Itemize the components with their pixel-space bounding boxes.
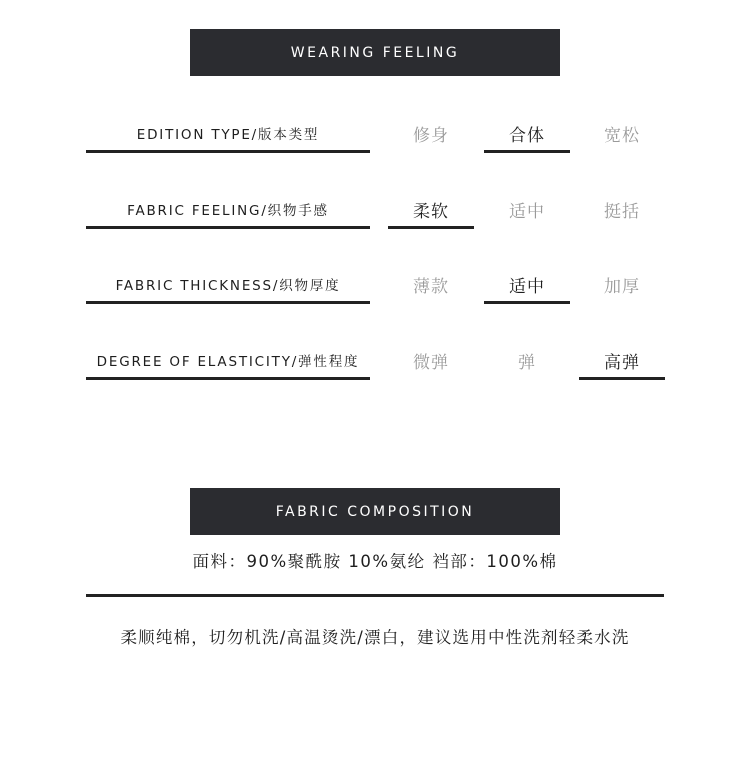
attribute-label: EDITION TYPE/版本类型: [136, 127, 320, 143]
attribute-option-selected: 适中: [509, 276, 545, 297]
attribute-option: 微弹: [413, 352, 449, 373]
selected-option-underline: [579, 377, 665, 380]
attribute-label-underline: [86, 150, 370, 153]
attribute-label-underline: [86, 226, 370, 229]
attribute-row-elasticity: [0, 346, 750, 396]
wearing-feeling-banner: [190, 29, 560, 76]
attribute-option: 修身: [413, 125, 449, 146]
wearing-feeling-title: WEARING FEELING: [290, 44, 460, 61]
section-divider: [86, 594, 664, 597]
selected-option-underline: [484, 150, 570, 153]
attribute-option-selected: 柔软: [413, 201, 449, 222]
attribute-label: FABRIC THICKNESS/织物厚度: [115, 278, 341, 294]
attribute-label-underline: [86, 301, 370, 304]
attribute-option-selected: 合体: [509, 125, 545, 146]
attribute-option: 适中: [509, 201, 545, 222]
attribute-label: DEGREE OF ELASTICITY/弹性程度: [96, 354, 360, 370]
attribute-label-underline: [86, 377, 370, 380]
composition-text: 面料：90%聚酰胺 10%氨纶 裆部：100%棉: [192, 552, 558, 571]
attribute-row-fabric-feeling: [0, 195, 750, 245]
fabric-composition-banner: [190, 488, 560, 535]
selected-option-underline: [484, 301, 570, 304]
selected-option-underline: [388, 226, 474, 229]
attribute-option: 挺括: [604, 201, 640, 222]
attribute-option-selected: 高弹: [604, 352, 640, 373]
fabric-composition-title: FABRIC COMPOSITION: [275, 503, 475, 520]
care-instructions-text: 柔顺纯棉，切勿机洗/高温烫洗/漂白，建议选用中性洗剂轻柔水洗: [120, 628, 630, 647]
attribute-option: 宽松: [604, 125, 640, 146]
attribute-option: 加厚: [604, 276, 640, 297]
attribute-label: FABRIC FEELING/织物手感: [127, 203, 329, 219]
attribute-option: 薄款: [413, 276, 449, 297]
attribute-option: 弹: [518, 352, 536, 373]
attribute-row-fabric-thickness: [0, 270, 750, 320]
attribute-row-edition-type: [0, 119, 750, 169]
